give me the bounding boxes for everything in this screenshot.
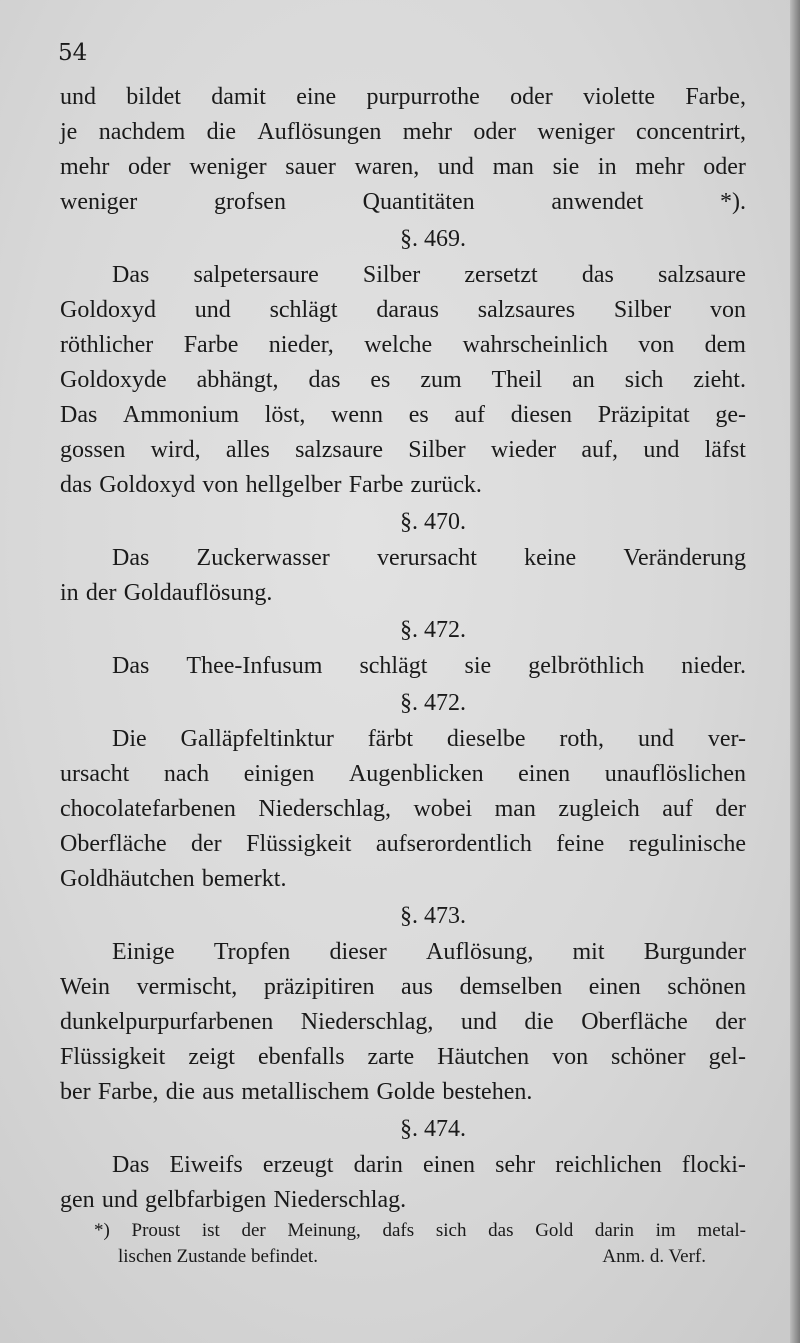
section-paragraph	[60, 722, 746, 897]
text-line: Das Thee-Infusum schlägt sie gelbröthlich nieder.	[112, 653, 746, 679]
text-line: Oberfläche der Flüssigkeit aufserordentlich feine regulinische	[60, 831, 746, 857]
page-number: 54	[58, 40, 88, 66]
text-line: Das Ammonium löst, wenn es auf diesen Präzipitat ge-	[60, 402, 746, 428]
text-line: mehr oder weniger sauer waren, und man sie in mehr oder	[60, 154, 746, 180]
text-line: Goldoxyde abhängt, das es zum Theil an sich zieht.	[60, 367, 746, 393]
footnote-text: lischen Zustande befindet.	[118, 1246, 318, 1267]
text-line: dunkelpurpurfarbenen Niederschlag, und die Oberfläche der	[60, 1009, 746, 1035]
text-line: Goldhäutchen bemerkt.	[60, 866, 287, 892]
text-line: je nachdem die Auflösungen mehr oder weniger concentrirt,	[60, 119, 746, 145]
section-heading: §. 474.	[400, 1116, 466, 1142]
text-line: chocolatefarbenen Niederschlag, wobei man zugleich auf der	[60, 796, 746, 822]
text-line: gossen wird, alles salzsaure Silber wieder auf, und läfst	[60, 437, 746, 463]
section-heading: §. 472.	[400, 617, 466, 643]
section-heading: §. 470.	[400, 509, 466, 535]
footnote	[94, 1218, 746, 1270]
text-line: und bildet damit eine purpurrothe oder violette Farbe,	[60, 84, 746, 110]
section-paragraph	[60, 935, 746, 1110]
text-line: ber Farbe, die aus metallischem Golde bestehen.	[60, 1079, 533, 1105]
intro-paragraph	[60, 80, 746, 220]
text-line: Das Eiweifs erzeugt darin einen sehr reichlichen flocki-	[112, 1152, 746, 1178]
text-line: in der Goldauflösung.	[60, 580, 273, 606]
text-line: weniger grofsen Quantitäten anwendet *).	[60, 189, 746, 215]
text-line: Flüssigkeit zeigt ebenfalls zarte Häutchen von schöner gel-	[60, 1044, 746, 1070]
text-line: Die Galläpfeltinktur färbt dieselbe roth, und ver-	[112, 726, 746, 752]
text-line: das Goldoxyd von hellgelber Farbe zurück.	[60, 472, 482, 498]
page-body	[60, 80, 746, 1218]
footnote-line	[94, 1244, 746, 1270]
text-line: ursacht nach einigen Augenblicken einen unauflöslichen	[60, 761, 746, 787]
text-line: Das Zuckerwasser verursacht keine Veränderung	[112, 545, 746, 571]
page-edge-shadow	[790, 0, 800, 1343]
section-heading: §. 473.	[400, 903, 466, 929]
footnote-attribution: Anm. d. Verf.	[602, 1246, 706, 1267]
section-paragraph	[60, 541, 746, 611]
footnote-line: *) Proust ist der Meinung, dafs sich das Gold darin im metal-	[94, 1220, 746, 1241]
section-heading: §. 469.	[400, 226, 466, 252]
text-line: Goldoxyd und schlägt daraus salzsaures Silber von	[60, 297, 746, 323]
text-line: Einige Tropfen dieser Auflösung, mit Burgunder	[112, 939, 746, 965]
text-line: gen und gelbfarbigen Niederschlag.	[60, 1187, 407, 1213]
text-line: röthlicher Farbe nieder, welche wahrscheinlich von dem	[60, 332, 746, 358]
text-line: Das salpetersaure Silber zersetzt das salzsaure	[112, 262, 746, 288]
section-heading: §. 472.	[400, 690, 466, 716]
section-paragraph	[60, 258, 746, 503]
section-paragraph	[60, 649, 746, 684]
text-line: Wein vermischt, präzipitiren aus demselben einen schönen	[60, 974, 746, 1000]
section-paragraph	[60, 1148, 746, 1218]
